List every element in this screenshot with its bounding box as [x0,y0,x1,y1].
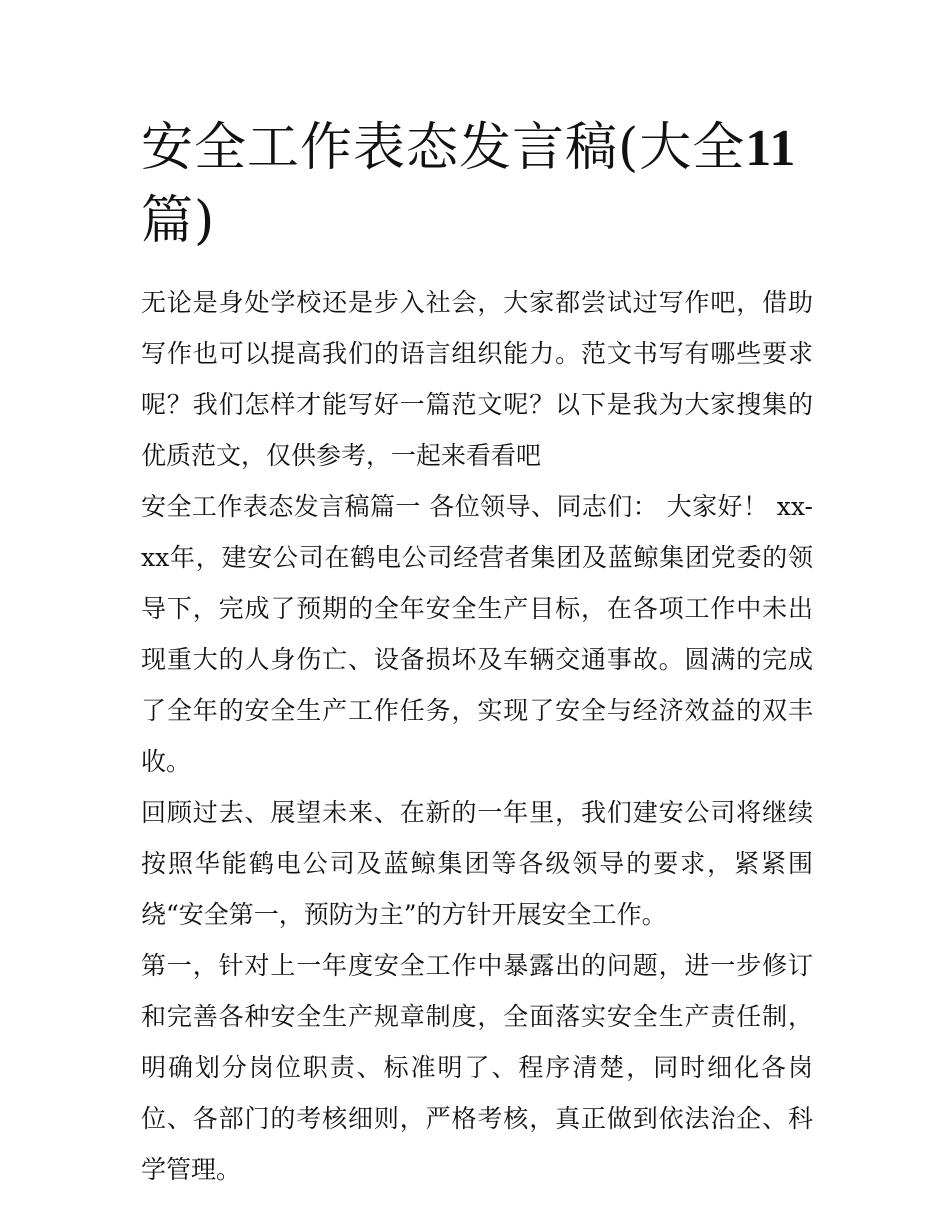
paragraph-1: 安全工作表态发言稿篇一 各位领导、同志们： 大家好！ xx-xx年，建安公司在鹤电公司经营者集团及蓝鲸集团党委的领导下，完成了预期的全年安全生产目标，在各项工作中未出现重大的人身伤亡、设备损坏及车辆交通事故。圆满的完成了全年的安全生产工作任务，实现了安全与经济效益的双丰收。 [141,492,813,776]
paragraph-2: 回顾过去、展望未来、在新的一年里，我们建安公司将继续按照华能鹤电公司及蓝鲸集团等各级领导的要求，紧紧围绕“安全第一，预防为主”的方针开展安全工作。 [141,798,813,929]
title-text-end: 篇) [141,191,216,251]
paragraph-3: 第一，针对上一年度安全工作中暴露出的问题，进一步修订和完善各种安全生产规章制度，全面落实安全生产责任制，明确划分岗位职责、标准明了、程序清楚，同时细化各岗位、各部门的考核细则，严格考核，真正做到依法治企、科学管理。 [141,951,813,1184]
title-text: 安全工作表态发言稿(大全 [141,118,746,178]
document-body [141,277,813,1195]
document-page [141,112,813,1195]
document-title [141,112,813,257]
title-number: 11 [745,120,797,177]
intro-paragraph: 无论是身处学校还是步入社会，大家都尝试过写作吧，借助写作也可以提高我们的语言组织能力。范文书写有哪些要求呢？我们怎样才能写好一篇范文呢？以下是我为大家搜集的优质范文，仅供参考，一起来看看吧 [141,288,813,470]
